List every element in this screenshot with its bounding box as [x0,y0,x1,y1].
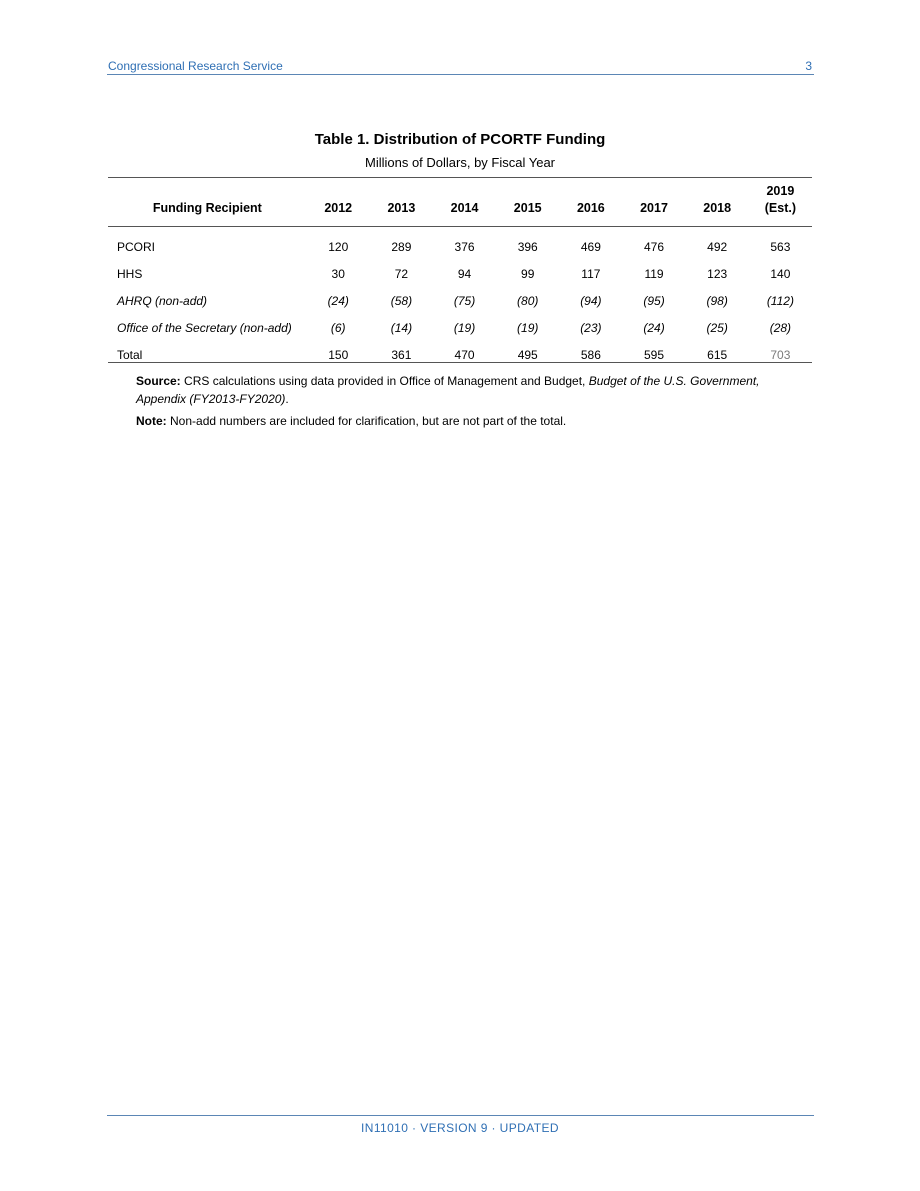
row-label: Total [117,347,143,362]
table-cell: 563 [770,240,791,254]
table-cell: 595 [644,347,665,362]
table-cell: (80) [517,293,539,308]
table-cell: (98) [706,293,728,308]
footer-rule [107,1115,814,1116]
table-cell: (112) [766,293,794,308]
table-cell: (58) [390,293,413,308]
table-cell: 492 [707,240,728,254]
table-cell: 586 [580,347,601,362]
source-label: Source: [136,374,181,388]
table-cell: (23) [580,320,602,335]
table-cell: 30 [331,266,345,281]
table-row [108,314,812,341]
table-header-row [108,178,812,226]
table-cell: 123 [707,266,728,281]
footer-doc-id: IN11010 · VERSION 9 · UPDATED [361,1121,559,1135]
column-header-2019-est: (Est.) [764,201,796,215]
table-cell: (19) [453,320,476,335]
note-text: Non-add numbers are included for clarification, but are not part of the total. [170,414,567,428]
table-cell: (24) [327,293,349,308]
source-note [136,372,812,408]
column-header-2017: 2017 [640,201,668,215]
table-cell: (95) [643,293,665,308]
table-notes [136,372,812,434]
table-cell: 470 [454,347,475,362]
source-text: CRS calculations using data provided in Office of Management and Budget, [184,374,586,388]
table-cell: 140 [770,266,791,281]
column-header-2015: 2015 [513,201,542,215]
row-label: HHS [117,266,143,281]
table-cell: (28) [769,320,792,335]
table-cell: 120 [328,240,349,254]
column-header-2012: 2012 [324,201,353,215]
source-end: . [285,392,289,406]
column-header-2019-year: 2019 [766,184,795,198]
row-label: PCORI [117,240,156,254]
column-header-2019 [749,178,812,226]
table-cell: (19) [517,320,539,335]
table-cell: 289 [391,240,412,254]
table-cell: 119 [644,266,664,281]
table-row-total [108,341,812,368]
page-number: 3 [805,59,812,73]
table-title: Table 1. Distribution of PCORTF Funding [314,131,606,148]
table-cell: 476 [644,240,665,254]
column-header-2013: 2013 [387,201,416,215]
table-cell: 99 [521,266,535,281]
row-label: AHRQ (non-add) [117,293,208,308]
funding-table [108,178,812,368]
note-label: Note: [136,414,167,428]
column-header-2014: 2014 [450,201,479,215]
source-italic: Budget of the U.S. Government, Appendix (FY2013-FY2020) [136,374,760,406]
table-cell: 150 [328,347,349,362]
table-cell: (24) [643,320,665,335]
column-header-2016: 2016 [576,201,605,215]
table-row [108,226,812,260]
table-cell: (25) [706,320,728,335]
table-cell: 495 [517,347,538,362]
page-header [107,58,814,75]
table-row [108,287,812,314]
note [136,412,812,430]
table-cell: 376 [454,240,475,254]
table-cell: 117 [581,266,601,281]
column-header-2018: 2018 [703,201,732,215]
table-cell: (94) [580,293,602,308]
table-cell: 396 [517,240,538,254]
table-cell: (75) [453,293,476,308]
column-header-recipient: Funding Recipient [152,201,262,215]
table-row [108,260,812,287]
table-cell: 94 [457,266,472,281]
table-cell: 615 [707,347,728,362]
row-label: Office of the Secretary (non-add) [117,320,292,335]
table-cell: (14) [390,320,413,335]
table-subtitle: Millions of Dollars, by Fiscal Year [364,155,556,170]
table-cell: 469 [580,240,601,254]
header-org: Congressional Research Service [108,59,283,73]
table-cell: 361 [391,347,412,362]
table-cell: (6) [330,320,346,335]
table-cell: 72 [394,266,409,281]
table-cell: 703 [770,347,791,362]
